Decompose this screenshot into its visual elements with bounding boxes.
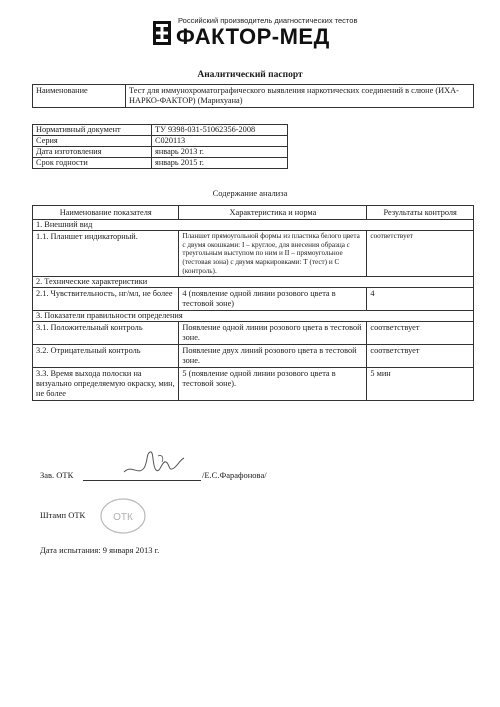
stamp-label: Штамп ОТК [40, 510, 86, 520]
indicator-name: 1.1. Планшет индикаторный. [33, 230, 179, 276]
signature-icon [118, 446, 188, 480]
table-row [33, 367, 474, 400]
indicator-result: соответствует [367, 344, 474, 367]
analysis-table [32, 205, 474, 401]
section-technical: 2. Технические характеристики [33, 277, 474, 288]
name-label: Наименование [33, 85, 126, 108]
header-result: Результаты контроля [367, 206, 474, 220]
table-row [33, 125, 288, 136]
signature-line [83, 480, 201, 481]
company-name: ФАКТОР-МЕД [176, 24, 330, 49]
logo-mark-icon [152, 20, 172, 46]
section-row [33, 220, 474, 231]
indicator-result: 5 мин [367, 367, 474, 400]
table-row [33, 157, 288, 168]
table-header-row [33, 206, 474, 220]
stamp-text: ОТК [113, 512, 133, 523]
manufacture-date-value: январь 2013 г. [152, 146, 288, 157]
series-value: С020113 [152, 135, 288, 146]
indicator-result: 4 [367, 288, 474, 311]
document-info-table [32, 124, 288, 169]
indicator-norm: Планшет прямоугольной формы из пластика белого цвета с двумя окошками: I – круглое, для внесения образца с треугольным выступом по ним и II – прямоугольное (тестовая зона) с двумя маркировками: Т (тест) и С (контроль). [179, 230, 367, 276]
expiry-value: январь 2015 г. [152, 157, 288, 168]
indicator-norm: Появление одной линии розового цвета в тестовой зоне. [179, 321, 367, 344]
table-row [33, 230, 474, 276]
indicator-name: 3.2. Отрицательный контроль [33, 344, 179, 367]
section-title: Содержание анализа [212, 188, 288, 198]
table-row [33, 288, 474, 311]
indicator-norm: 5 (появление одной линии розового цвета в тестовой зоне). [179, 367, 367, 400]
name-value: Тест для иммунохроматографического выявления наркотических соединений в слюне (ИХА-НАРКО-ФАКТОР) (Марихуана) [126, 85, 474, 108]
table-row [33, 344, 474, 367]
company-tagline: Российский производитель диагностических тестов [178, 16, 358, 25]
table-row [33, 146, 288, 157]
indicator-name: 3.3. Время выхода полоски на визуально определяемую окраску, мин, не более [33, 367, 179, 400]
indicator-name: 2.1. Чувствительность, нг/мл, не более [33, 288, 179, 311]
table-row [33, 321, 474, 344]
indicator-norm: Появление двух линий розового цвета в тестовой зоне. [179, 344, 367, 367]
indicator-norm: 4 (появление одной линии розового цвета в тестовой зоне) [179, 288, 367, 311]
section-row [33, 277, 474, 288]
product-name-table [32, 84, 474, 108]
series-label: Серия [33, 135, 152, 146]
indicator-result: соответствует [367, 230, 474, 276]
section-appearance: 1. Внешний вид [33, 220, 474, 231]
otk-head-name: /Е.С.Фарафонова/ [202, 470, 267, 480]
header-norm: Характеристика и норма [179, 206, 367, 220]
page-title: Аналитический паспорт [197, 70, 303, 80]
test-date: Дата испытания: 9 января 2013 г. [40, 545, 160, 555]
header-indicator: Наименование показателя [33, 206, 179, 220]
table-row [33, 135, 288, 146]
section-row [33, 311, 474, 322]
table-row [33, 85, 474, 108]
section-accuracy: 3. Показатели правильности определения [33, 311, 474, 322]
expiry-label: Срок годности [33, 157, 152, 168]
manufacture-date-label: Дата изготовления [33, 146, 152, 157]
otk-head-label: Зав. ОТК [40, 470, 74, 480]
company-logo [152, 16, 382, 56]
otk-stamp-icon [98, 496, 148, 536]
indicator-name: 3.1. Положительный контроль [33, 321, 179, 344]
doc-value: ТУ 9398-031-51062356-2008 [152, 125, 288, 136]
doc-label: Нормативный документ [33, 125, 152, 136]
indicator-result: соответствует [367, 321, 474, 344]
